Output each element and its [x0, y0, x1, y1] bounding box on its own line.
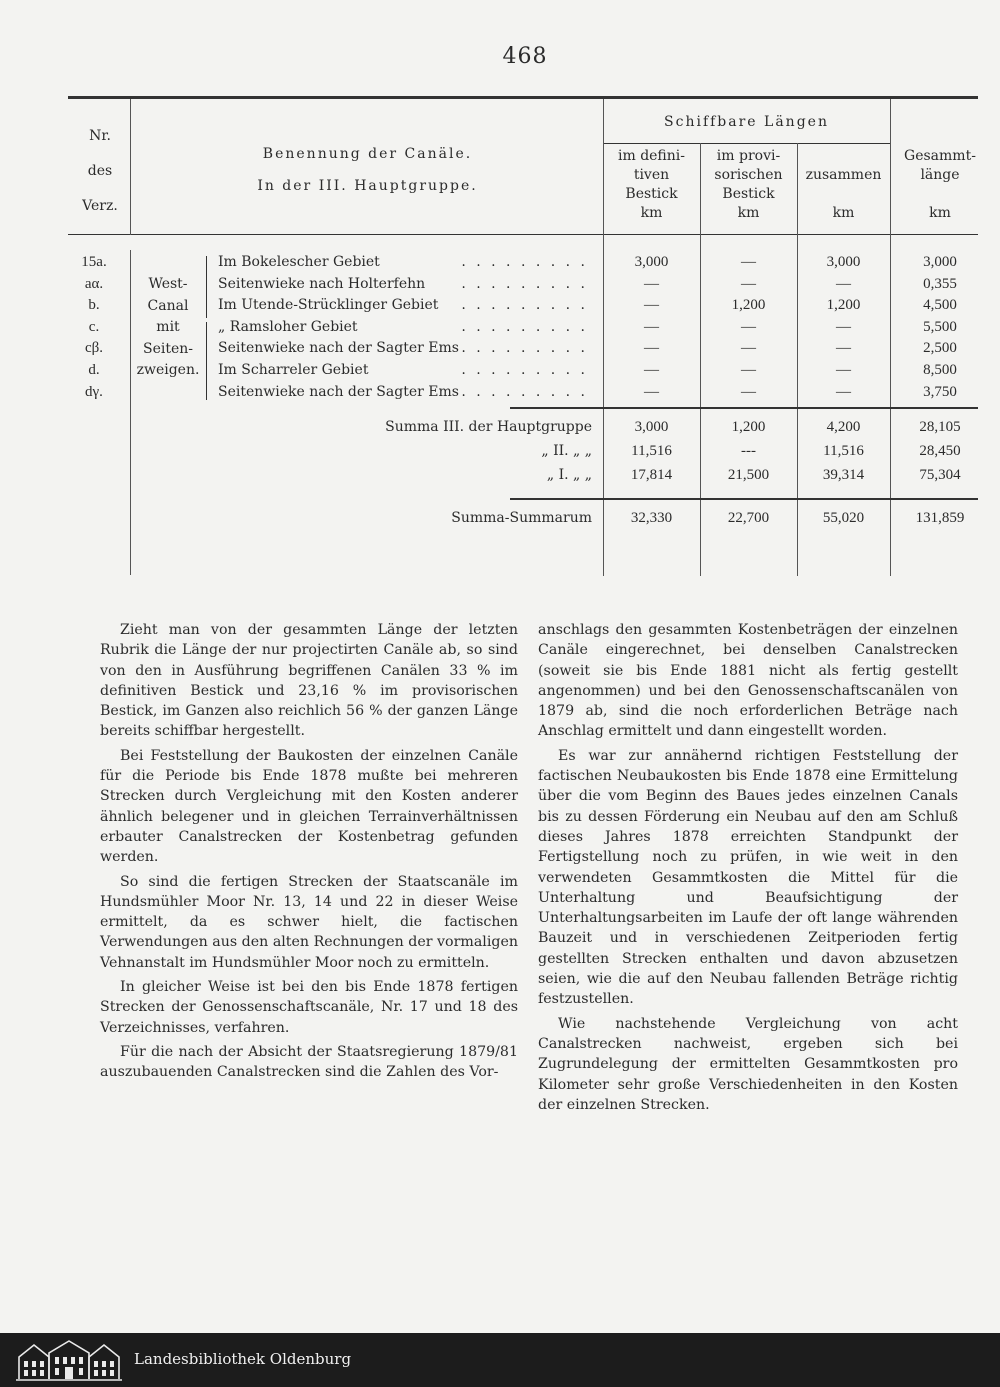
- group-label-4: Seiten-: [142, 340, 193, 357]
- total-prov-value: 22,700: [727, 510, 770, 526]
- row-ges-value: 0,355: [923, 275, 957, 292]
- header-col-prov-3: Bestick: [722, 186, 775, 202]
- text-column-left: [100, 620, 518, 1087]
- sum-zus-value: 39,314: [822, 467, 865, 483]
- row-zus-value: —: [836, 318, 851, 335]
- row-prov-value: —: [741, 340, 756, 357]
- row-def-value: —: [644, 340, 659, 357]
- total-zus-value: 55,020: [822, 510, 865, 526]
- row-zus-value: —: [836, 362, 851, 378]
- group-label-3: mit: [156, 319, 180, 336]
- sum-ges-value: 75,304: [919, 467, 961, 483]
- row-leader-dots: . . . . . . . . .: [461, 254, 588, 270]
- row-nr: aα.: [84, 275, 104, 292]
- sum-zus-value: 11,516: [823, 443, 864, 459]
- header-col-def-1: im defini-: [617, 148, 685, 164]
- header-verz: [70, 197, 130, 216]
- text-column-right: [538, 620, 958, 1119]
- footer-bar: [0, 1333, 1000, 1387]
- row-ges-value: 4,500: [923, 297, 957, 314]
- group-label: [130, 274, 206, 382]
- header-col-zus: [797, 166, 890, 223]
- group-label-5: zweigen.: [136, 362, 200, 379]
- row-prov-value: —: [741, 318, 756, 335]
- paragraph: Für die nach der Absicht der Staatsregierung 1879/81 auszubauenden Canalstrecken sind die Zahlen des Vor-: [100, 1043, 518, 1081]
- header-schiffbar: Schiffbare Längen: [664, 114, 829, 130]
- brace-upper: [206, 256, 207, 318]
- header-col-ges-2: länge: [920, 167, 960, 183]
- row-nr: c.: [88, 318, 100, 335]
- library-building-icon: [14, 1339, 124, 1383]
- row-name: Seitenwieke nach der Sagter Ems: [218, 383, 459, 400]
- subtotal-rule: [510, 407, 978, 409]
- row-zus-value: 1,200: [826, 297, 861, 314]
- brace-lower: [206, 322, 207, 400]
- row-nr: 15a.: [81, 254, 107, 270]
- row-leader-dots: . . . . . . . . .: [461, 383, 588, 400]
- paragraph: Wie nachstehende Vergleichung von acht Canalstrecken nachweist, ergeben sich bei Zugrundelegung der ermittelten Gesammtkosten pro Kilometer sehr große Verschiedenheiten in den Kosten der einzelnen Strecken.: [538, 1015, 958, 1113]
- row-name: Seitenwieke nach der Sagter Ems: [218, 340, 459, 357]
- row-name: Seitenwieke nach Holterfehn: [218, 275, 426, 292]
- group-label-2: Canal: [147, 297, 189, 314]
- header-group: In der III. Hauptgruppe.: [257, 178, 478, 194]
- header-col-prov-2: sorischen: [714, 167, 783, 183]
- schiffbar-rule: [603, 143, 890, 144]
- header-col-def-2: tiven: [633, 167, 670, 183]
- paragraph: So sind die fertigen Strecken der Staatscanäle im Hundsmühler Moor Nr. 13, 14 und 22 in dieser Weise ermittelt, da es schwer hielt, die factischen Verwendungen aus den alten Rechnungen der vormaligen Vehnanstalt im Hundsmühler Moor noch zu ermitteln.: [100, 873, 518, 971]
- header-col-prov-1: im provi-: [716, 148, 781, 164]
- row-def-value: —: [644, 275, 659, 292]
- header-col-ges-unit: km: [929, 205, 951, 221]
- header-name: Benennung der Canäle.: [262, 146, 473, 162]
- row-name: „ Ramsloher Gebiet: [218, 318, 358, 335]
- row-ges-value: 3,000: [923, 254, 957, 270]
- row-def-value: —: [644, 318, 659, 335]
- row-name: Im Utende-Strücklinger Gebiet: [218, 297, 439, 314]
- row-zus-value: —: [836, 340, 851, 357]
- row-leader-dots: . . . . . . . . .: [461, 297, 588, 314]
- row-nr: b.: [88, 297, 100, 314]
- row-zus-value: —: [836, 275, 851, 292]
- header-col-prov-unit: km: [737, 205, 760, 221]
- header-col-def-unit: km: [640, 205, 663, 221]
- row-name: Im Scharreler Gebiet: [218, 362, 369, 378]
- row-ges-value: 2,500: [923, 340, 957, 357]
- sum-def-value: 3,000: [634, 419, 669, 435]
- header-col-def: [603, 147, 700, 223]
- paragraph: Bei Feststellung der Baukosten der einzelnen Canäle für die Periode bis Ende 1878 mußte bei mehreren Strecken durch Vergleichung mit den Kosten anderer ähnlich belegener und in gleichen Terrainverhältnissen erbauter Canalstrecken der Kostenbetrag gefunden werden.: [100, 747, 518, 866]
- total-ges-value: 131,859: [915, 510, 965, 526]
- row-nr: cβ.: [84, 340, 104, 357]
- header-col-prov: [700, 147, 797, 223]
- total-rule: [510, 498, 978, 500]
- paragraph: anschlags den gesammten Kostenbeträgen der einzelnen Canäle eingerechnet, bei denselben Canalstrecken (soweit sie bis Ende 1881 nicht als fertig gestellt angenommen) und bei den Genossenschaftscanälen von 1879 ab, sind die noch erforderlichen Beträge nach Anschlag ermittelt und dann eingestellt worden.: [538, 622, 958, 740]
- row-prov-value: 1,200: [731, 297, 766, 314]
- row-zus-value: 3,000: [826, 254, 861, 270]
- sum-label: „ I. „ „: [546, 467, 592, 483]
- header-bottom-rule: [68, 234, 978, 235]
- row-leader-dots: . . . . . . . . .: [461, 340, 588, 357]
- sum-zus-value: 4,200: [826, 419, 861, 435]
- row-prov-value: —: [741, 362, 756, 378]
- footer-library-name: Landesbibliothek Oldenburg: [134, 1350, 352, 1368]
- sum-def-value: 11,516: [631, 443, 672, 459]
- paragraph: Zieht man von der gesammten Länge der letzten Rubrik die Länge der nur projectirten Canäle ab, so sind von den in Ausführung begriffenen Canälen 33 % im definitiven Bestick und 23,16 % im provisorischen Bestick, im Ganzen also reichlich 56 % der ganzen Länge bereits schiffbar hergestellt.: [100, 622, 518, 740]
- row-def-value: —: [644, 362, 659, 378]
- row-ges-value: 3,750: [923, 383, 957, 400]
- row-prov-value: —: [741, 254, 756, 270]
- sum-ges-value: 28,105: [919, 419, 961, 435]
- header-des: [70, 162, 130, 181]
- table-top-rule: [68, 96, 978, 99]
- total-def-value: 32,330: [630, 510, 673, 526]
- table-vline-1: [130, 99, 131, 235]
- sum-label: Summa III. der Hauptgruppe: [385, 419, 592, 435]
- sum-ges-value: 28,450: [919, 443, 961, 459]
- page-number: 468: [502, 44, 548, 69]
- header-col-zus-unit: km: [832, 205, 855, 221]
- header-nr-2: des: [87, 163, 113, 179]
- row-ges-value: 5,500: [923, 318, 957, 335]
- header-nr-3: Verz.: [82, 198, 118, 214]
- header-col-ges-1: Gesammt-: [904, 148, 976, 164]
- row-leader-dots: . . . . . . . . .: [461, 362, 588, 378]
- group-label-1: West-: [148, 276, 188, 292]
- header-nr: [70, 127, 130, 146]
- sum-label: „ II. „ „: [541, 443, 592, 459]
- sum-prov-value: 1,200: [731, 419, 766, 435]
- row-ges-value: 8,500: [923, 362, 957, 378]
- header-col-zus-1: zusammen: [805, 167, 882, 183]
- row-leader-dots: . . . . . . . . .: [461, 275, 588, 292]
- header-col-def-3: Bestick: [625, 186, 678, 202]
- sum-prov-value: ---: [741, 443, 756, 459]
- row-nr: dγ.: [85, 383, 103, 400]
- sum-def-value: 17,814: [630, 467, 673, 483]
- row-prov-value: —: [741, 275, 756, 292]
- paragraph: In gleicher Weise ist bei den bis Ende 1878 fertigen Strecken der Genossenschaftscanäle, Nr. 17 und 18 des Verzeichnisses, verfahren.: [100, 979, 518, 1036]
- total-label: Summa-Summarum: [451, 510, 592, 526]
- row-name: Im Bokelescher Gebiet: [218, 254, 380, 270]
- row-def-value: —: [644, 383, 659, 400]
- header-col-ges: [890, 147, 990, 223]
- row-def-value: 3,000: [634, 254, 669, 270]
- row-prov-value: —: [741, 383, 756, 400]
- row-nr: d.: [88, 362, 100, 378]
- row-leader-dots: . . . . . . . . .: [461, 318, 588, 335]
- row-zus-value: —: [836, 383, 851, 400]
- sum-prov-value: 21,500: [727, 467, 770, 483]
- paragraph: Es war zur annähernd richtigen Feststellung der factischen Neubaukosten bis Ende 1878 eine Ermittelung über die vom Beginn des Baues jedes einzelnen Canals bis zu dessen Förderung ein Neubau auf den am Schluß dieses Jahres 1878 erreichten Standpunkt der Fertigstellung noch zu prüfen, in wie weit in den verwendeten Gesammtkosten die Mittel für die Unterhaltung und Beaufsichtigung der Unterhaltungsarbeiten im Laufe der oft lange währenden Bauzeit und in verschiedenen Zeitperioden fertig gestellten Strecken enthalten und davon abzusetzen seien, wie die auf den Neubau fallenden Beträge richtig festzustellen.: [538, 747, 958, 1008]
- row-def-value: —: [644, 297, 659, 314]
- header-nr-1: Nr.: [89, 128, 111, 144]
